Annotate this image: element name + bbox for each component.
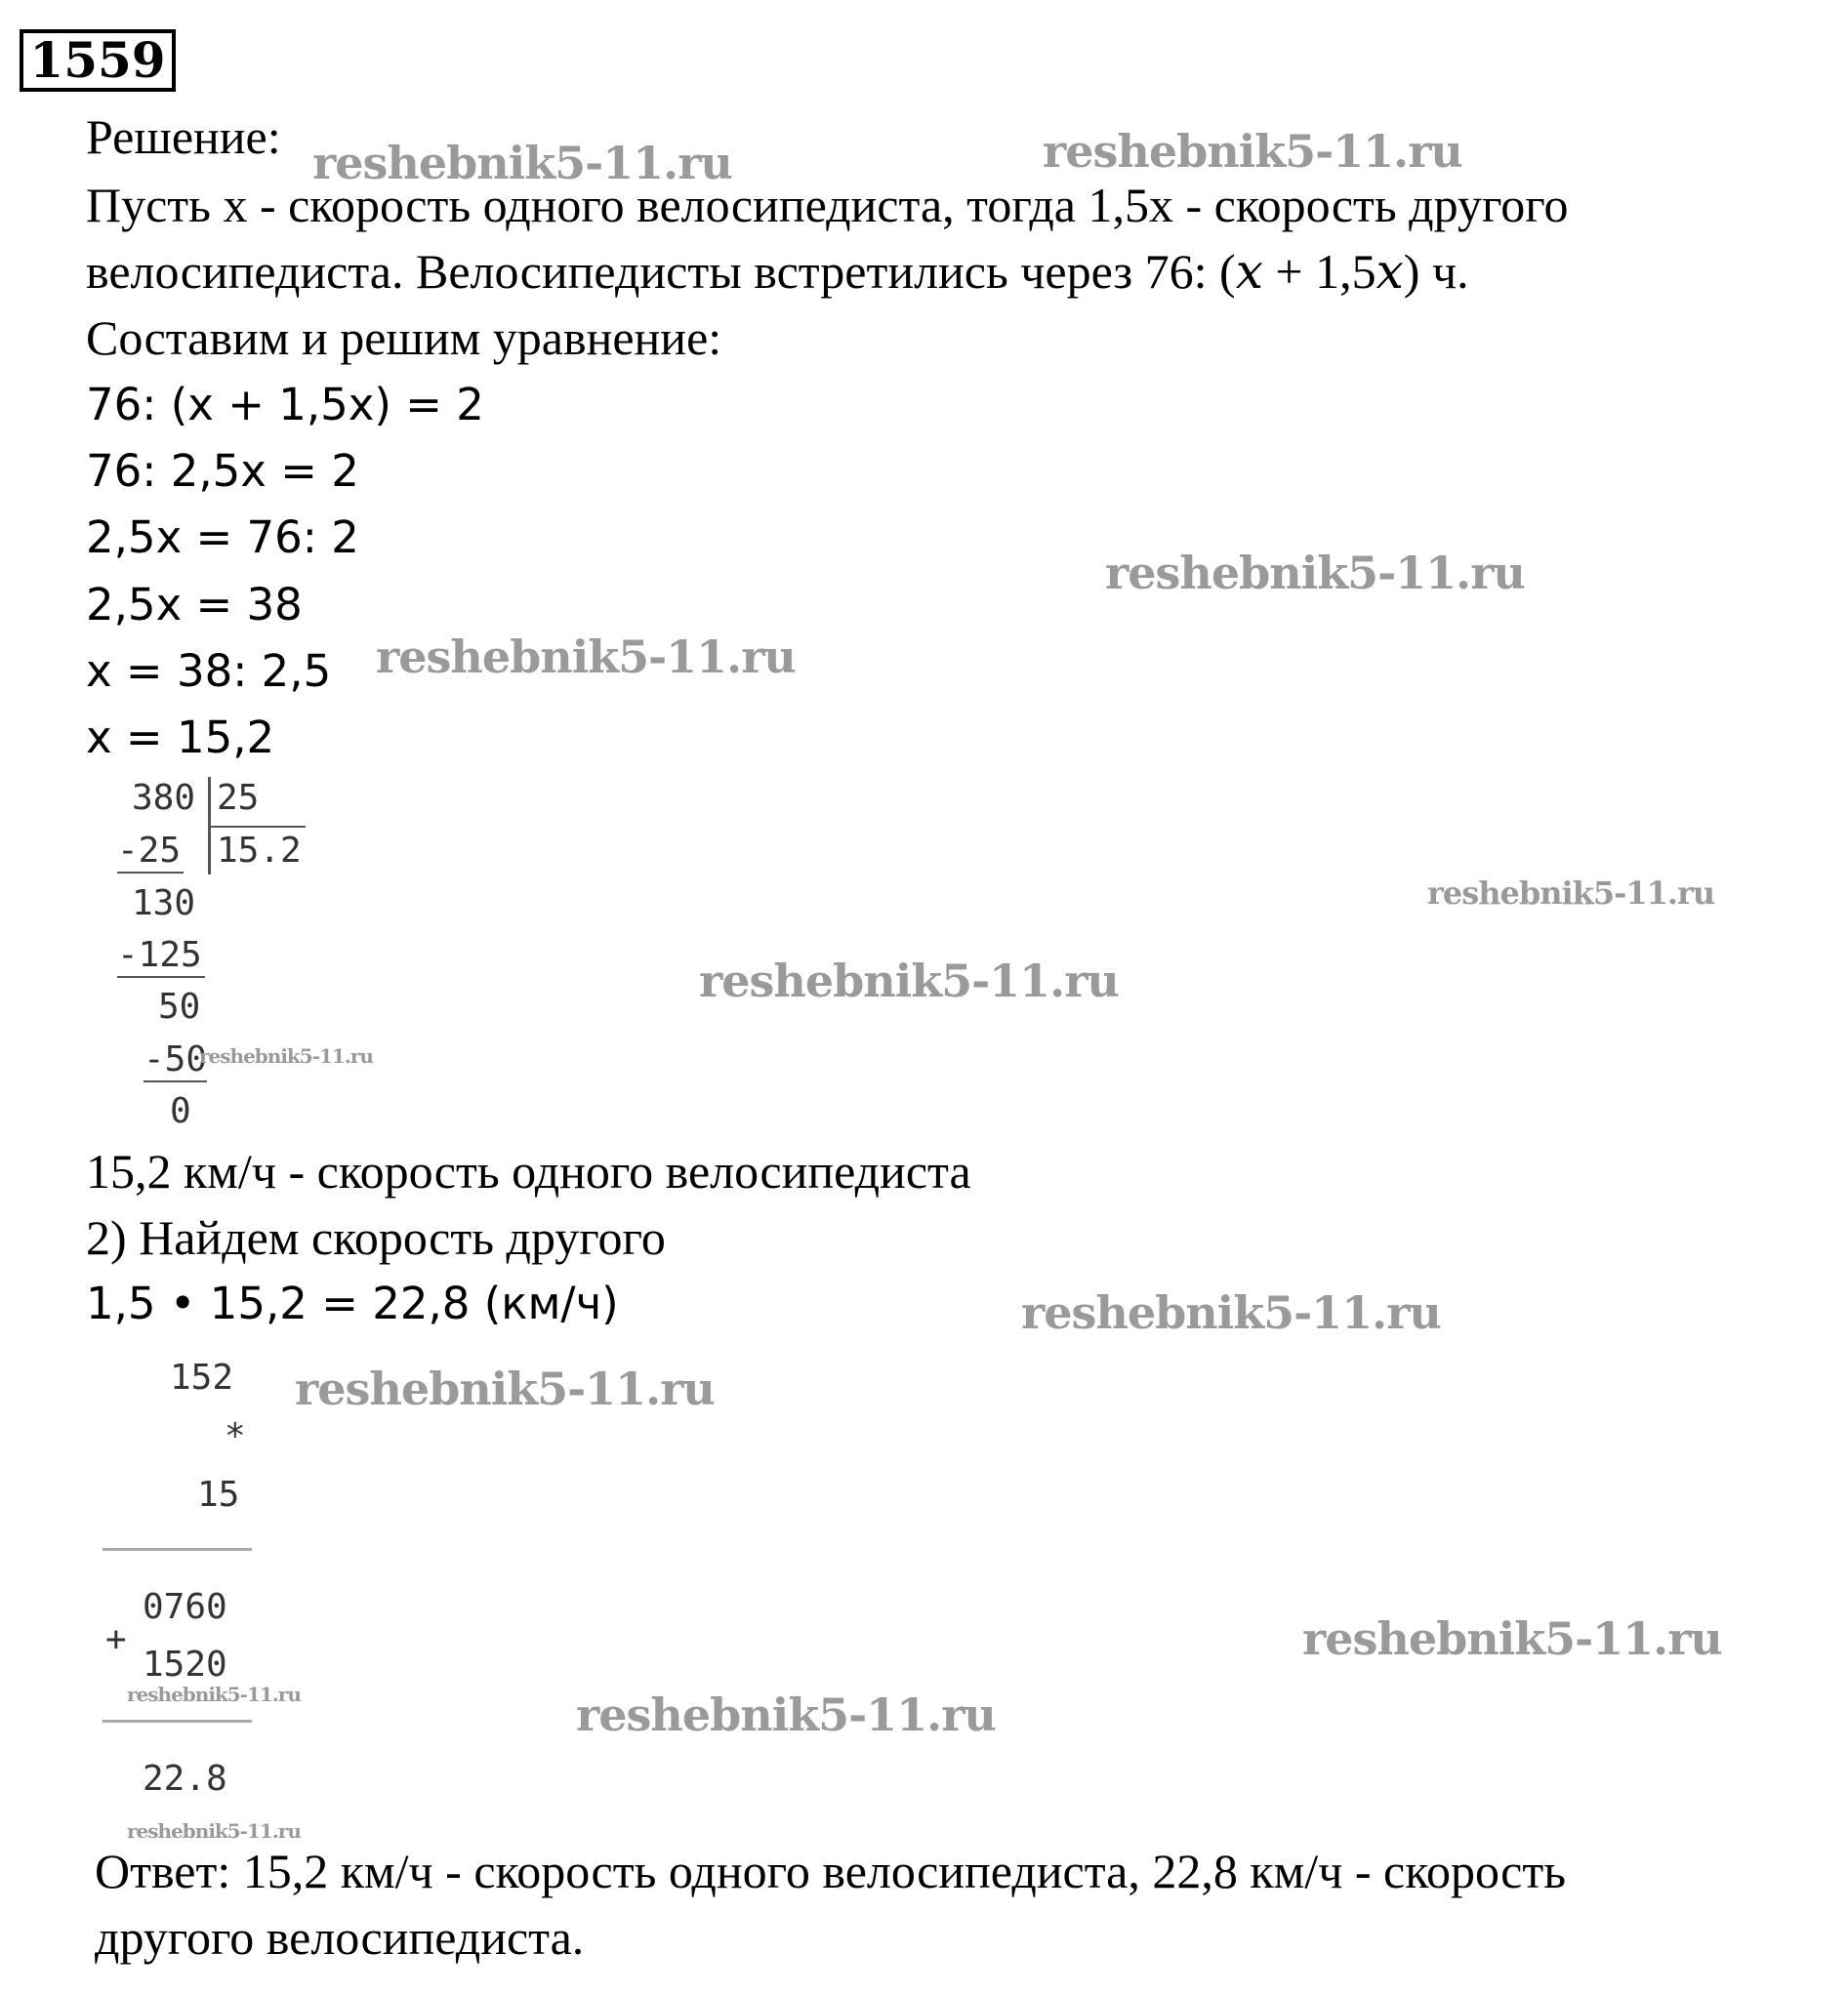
intro-line-3: Составим и решим уравнение:: [86, 310, 722, 365]
equation-4: 2,5x = 38: [86, 579, 303, 631]
division-step: 50: [158, 987, 201, 1027]
equation-3: 2,5x = 76: 2: [86, 511, 359, 563]
watermark: reshebnik5-11.ru: [127, 1819, 301, 1843]
division-dividend: 380: [132, 778, 196, 818]
division-divisor: 25: [217, 778, 260, 818]
step2-label: 2) Найдем скорость другого: [86, 1210, 666, 1265]
watermark: reshebnik5-11.ru: [199, 1044, 373, 1068]
division-quotient: 15.2: [217, 831, 302, 871]
equation-2: 76: 2,5x = 2: [86, 445, 359, 497]
equation-5: x = 38: 2,5: [86, 645, 332, 697]
intro-line-2: велосипедиста. Велосипедисты встретились через 76: (𝑥 + 1,5𝑥) ч.: [86, 244, 1469, 299]
multiplication-partial-1: 0760: [143, 1587, 227, 1627]
answer-line-1: Ответ: 15,2 км/ч - скорость одного велосипедиста, 22,8 км/ч - скорость: [95, 1844, 1567, 1898]
watermark: reshebnik5-11.ru: [1021, 1286, 1441, 1339]
equation-6: x = 15,2: [86, 712, 275, 763]
watermark: reshebnik5-11.ru: [699, 955, 1119, 1007]
watermark: reshebnik5-11.ru: [576, 1689, 996, 1741]
step2-equation: 1,5 • 15,2 = 22,8 (км/ч): [86, 1278, 619, 1329]
division-underline: [117, 976, 205, 978]
watermark: reshebnik5-11.ru: [1105, 547, 1525, 599]
division-step: -50: [144, 1039, 208, 1079]
watermark: reshebnik5-11.ru: [295, 1363, 715, 1415]
division-step: 130: [132, 883, 196, 923]
watermark: reshebnik5-11.ru: [312, 137, 732, 189]
problem-number: 1559: [20, 29, 176, 92]
equation-1: 76: (x + 1,5x) = 2: [86, 379, 484, 430]
watermark: reshebnik5-11.ru: [1302, 1612, 1722, 1665]
watermark: reshebnik5-11.ru: [127, 1683, 301, 1706]
multiplication-bottom: 15: [197, 1475, 240, 1515]
division-underline: [144, 1080, 207, 1082]
division-step: -125: [117, 935, 202, 975]
multiplication-partial-2: 1520: [143, 1645, 227, 1685]
watermark: reshebnik5-11.ru: [376, 631, 796, 683]
result-line-1: 15,2 км/ч - скорость одного велосипедиста: [86, 1144, 971, 1199]
division-underline: [117, 872, 184, 874]
watermark: reshebnik5-11.ru: [1427, 875, 1715, 912]
division-step: 0: [170, 1091, 191, 1131]
division-quotient-line: [208, 826, 306, 828]
multiplication-top: 152: [170, 1358, 234, 1398]
watermark: reshebnik5-11.ru: [1043, 125, 1462, 178]
multiplication-plus: +: [105, 1619, 127, 1659]
solution-label: Решение:: [86, 109, 281, 164]
answer-line-2: другого велосипедиста.: [95, 1910, 585, 1965]
multiplication-rule: [103, 1548, 252, 1551]
multiplication-product: 22.8: [143, 1759, 227, 1799]
multiplication-rule: [103, 1720, 252, 1723]
multiplication-operator: *: [225, 1416, 246, 1456]
intro-line-1: Пусть x - скорость одного велосипедиста, тогда 1,5x - скорость другого: [86, 178, 1569, 232]
division-step: -25: [117, 831, 182, 871]
